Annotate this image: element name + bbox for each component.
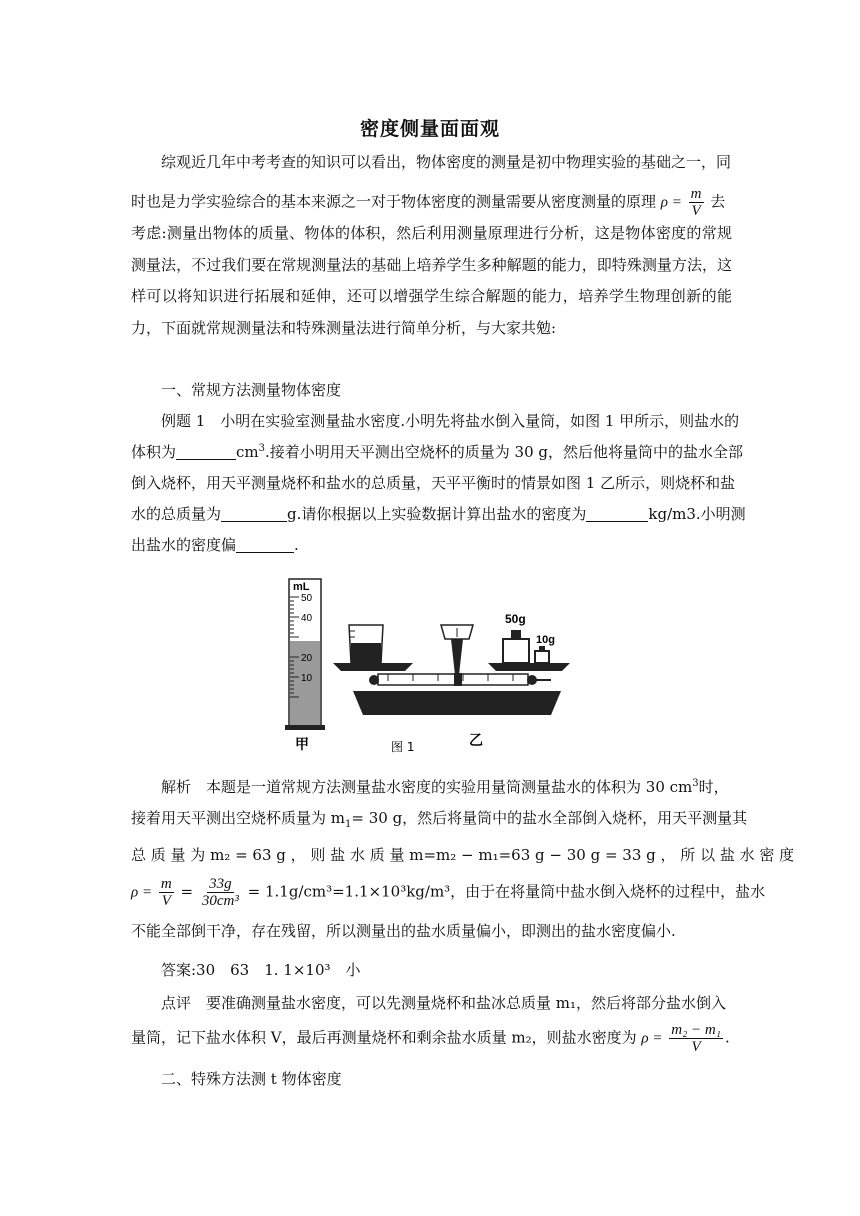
fraction-numerator: m bbox=[160, 876, 172, 892]
cylinder-tick-20: 20 bbox=[301, 653, 313, 664]
rho-symbol: ρ = bbox=[131, 884, 153, 901]
analysis-line-3: 总 质 量 为 m₂ = 63 g ， 则 盐 水 质 量 m=m₂ − m₁=63 g − 30 g = 33 g ， 所 以 盐 水 密 度 bbox=[131, 846, 795, 864]
analysis-text: = 1.1g/cm³=1.1×10³kg/m³，由于在将量筒中盐水倒入烧杯的过程中，盐水 bbox=[247, 882, 766, 901]
fraction-denominator: V bbox=[691, 1039, 701, 1055]
example-line-5 bbox=[131, 530, 732, 562]
comment-line-1: 点评 要准确测量盐水密度，可以先测量烧杯和盐冰总质量 m₁，然后将部分盐水倒入 bbox=[161, 994, 727, 1012]
section-heading-2: 二、特殊方法测 t 物体密度 bbox=[161, 1070, 342, 1088]
fraction-denominator: 30cm³ bbox=[201, 893, 239, 909]
fraction-numerator: m bbox=[690, 186, 702, 202]
example-text: 水的总质量为 bbox=[131, 505, 222, 523]
comment-text: 量筒，记下盐水体积 V，最后再测量烧杯和剩余盐水质量 m₂，则盐水密度为 bbox=[131, 1028, 637, 1047]
example-text: 出盐水的密度偏 bbox=[131, 536, 237, 554]
intro-line-2 bbox=[131, 186, 732, 219]
section-heading-1: 一、常规方法测量物体密度 bbox=[161, 381, 342, 399]
analysis-line-5: 不能全部倒干净，存在残留，所以测量出的盐水质量偏小，即测出的盐水密度偏小. bbox=[131, 922, 676, 940]
page-title: 密度侧量面面观 bbox=[359, 118, 500, 140]
answer-line: 答案:30 63 1. 1×10³ 小 bbox=[161, 961, 361, 979]
cylinder-tick-30: 30 bbox=[301, 633, 313, 644]
superscript: 3 bbox=[258, 443, 266, 454]
analysis-text: 时， bbox=[698, 778, 729, 796]
label-yi: 乙 bbox=[469, 733, 483, 749]
fraction-denominator: V bbox=[161, 893, 171, 909]
figure-1 bbox=[283, 573, 583, 753]
intro-line-2-text: 时也是力学实验综合的基本来源之一对于物体密度的测量需要从密度测量的原理 bbox=[131, 192, 657, 211]
fraction-denominator: V bbox=[691, 203, 701, 219]
equals-sign: = bbox=[180, 882, 194, 901]
example-text: kg/m3.小明测 bbox=[648, 505, 746, 523]
answer-blank-bias[interactable] bbox=[236, 536, 294, 553]
example-line-1: 例题 1 小明在实验室测量盐水密度.小明先将盐水倒入量筒，如图 1 甲所示，则盐水的 bbox=[161, 412, 740, 430]
example-line-3: 倒入烧杯，用天平测量烧杯和盐水的总质量，天平平衡时的情景如图 1 乙所示，则烧杯和盐 bbox=[131, 474, 736, 492]
graduated-cylinder bbox=[285, 579, 325, 753]
example-text: 体积为 bbox=[131, 443, 177, 461]
analysis-line-1 bbox=[131, 772, 762, 804]
intro-paragraph-rest: 考虑:测量出物体的质量、物体的体积，然后利用测量原理进行分析，这是物体密度的常规测量法，不过我们要在常规测量法的基础上培养学生多种解题的能力，即特殊测量方法，这样可以将知识进行拓展和延伸，还可以增强学生综合解题的能力，培养学生物理创新的能力，下面就常规测量法和特殊测量法进行简单分析，与大家共勉: bbox=[131, 224, 732, 337]
weight-50g-label: 50g bbox=[505, 612, 526, 626]
fraction-numerator: 33g bbox=[209, 876, 232, 892]
cylinder-tick-40: 40 bbox=[301, 613, 313, 624]
label-jia: 甲 bbox=[295, 737, 309, 753]
analysis-line-2 bbox=[131, 803, 748, 835]
analysis-text: 接着用天平测出空烧杯质量为 m bbox=[131, 809, 345, 827]
example-text: .接着小明用天平测出空烧杯的质量为 30 g，然后他将量筒中的盐水全部 bbox=[265, 443, 744, 461]
density-fraction bbox=[689, 186, 704, 219]
fraction-numerator: m₂ − m₁ bbox=[671, 1022, 721, 1038]
intro-line-2-end: 去 bbox=[710, 192, 726, 211]
comment-fraction bbox=[669, 1022, 723, 1055]
cylinder-unit-label: mL bbox=[293, 581, 310, 593]
weight-10g-label: 10g bbox=[536, 634, 555, 646]
example-text: cm bbox=[236, 443, 259, 461]
rho-symbol: ρ = bbox=[660, 194, 682, 211]
superscript: 3 bbox=[692, 778, 699, 789]
comment-line-2 bbox=[131, 1022, 732, 1055]
answer-blank-mass[interactable] bbox=[221, 505, 287, 522]
example-text: . bbox=[294, 536, 299, 554]
analysis-text: = 30 g，然后将量筒中的盐水全部倒入烧杯，用天平测量其 bbox=[351, 809, 748, 827]
numeric-fraction bbox=[200, 876, 241, 909]
analysis-line-4 bbox=[131, 876, 766, 909]
rho-symbol: ρ = bbox=[641, 1030, 663, 1047]
balance-scale bbox=[333, 612, 570, 749]
example-line-4 bbox=[131, 499, 746, 531]
comment-text: . bbox=[724, 1028, 730, 1047]
cylinder-tick-50: 50 bbox=[301, 593, 313, 604]
analysis-text: 解析 本题是一道常规方法测量盐水密度的实验用量筒测量盐水的体积为 30 cm bbox=[161, 778, 693, 796]
intro-line-1: 综观近几年中考考查的知识可以看出，物体密度的测量是初中物理实验的基础之一，同 bbox=[161, 153, 732, 171]
mass-volume-fraction bbox=[159, 876, 174, 909]
subscript: 1 bbox=[345, 819, 352, 830]
answer-blank-volume[interactable] bbox=[176, 443, 236, 460]
figure-caption: 图 1 bbox=[391, 740, 415, 753]
cylinder-tick-10: 10 bbox=[301, 673, 313, 684]
example-text: g.请你根据以上实验数据计算出盐水的密度为 bbox=[287, 505, 587, 523]
answer-blank-density[interactable] bbox=[586, 505, 648, 522]
example-line-2 bbox=[131, 437, 744, 469]
